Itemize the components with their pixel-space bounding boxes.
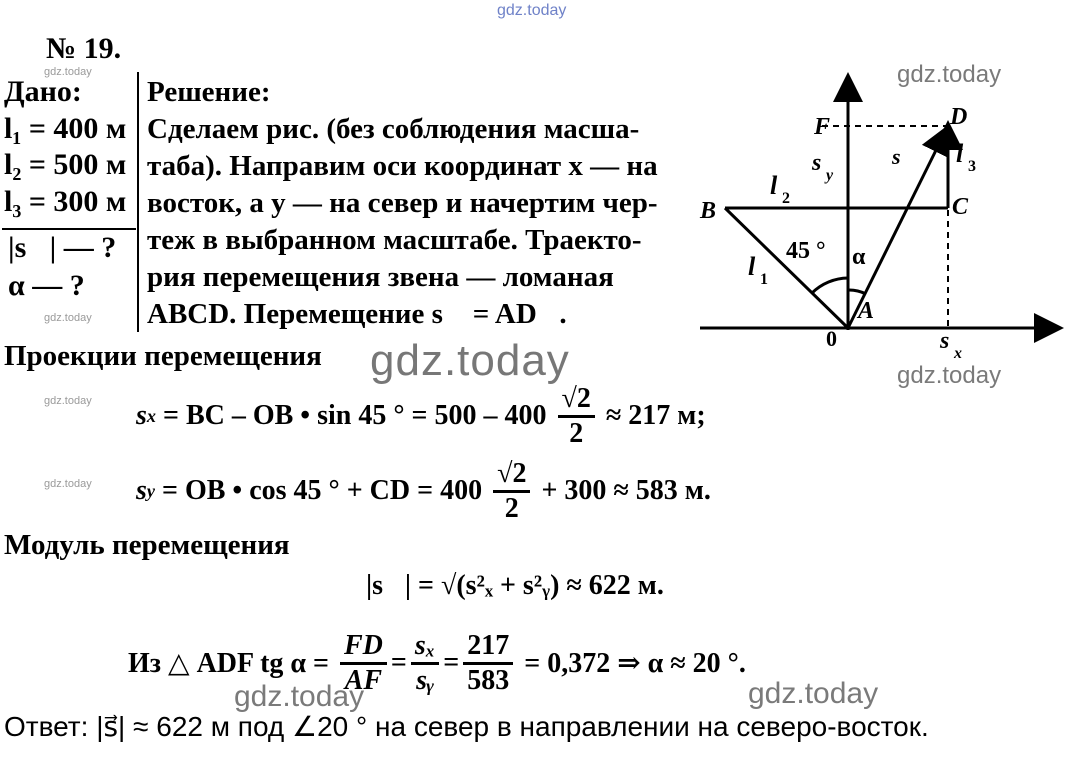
eq-sy-fraction — [493, 458, 530, 525]
label-origin: 0 — [826, 326, 837, 351]
label-l2: l — [770, 171, 778, 200]
angle-arc-alpha — [848, 290, 866, 294]
eq-sy-symbol: s — [136, 475, 147, 506]
eq-tg-frac1-den: AF — [344, 664, 383, 696]
solution-line: теж в выбранном масштабе. Траекто- — [147, 224, 642, 256]
watermark-small: gdz.today — [44, 312, 92, 324]
find-item: α — ? — [8, 269, 85, 302]
watermark-center: gdz.today — [370, 336, 570, 385]
watermark-small: gdz.today — [44, 66, 92, 78]
given-item: l₃ = 300 м — [4, 185, 127, 218]
eq-tg-frac2 — [411, 630, 439, 697]
problem-number: № 19. — [46, 32, 122, 65]
label-A: A — [858, 298, 875, 324]
angle-arc-45 — [812, 278, 848, 293]
label-s-vector: s⃗ — [892, 144, 918, 169]
eq-sx-result: ≈ 217 м; — [598, 400, 706, 431]
given-label: Дано: — [4, 75, 82, 108]
solution-line: таба). Направим оси координат x — на — [147, 150, 658, 182]
eq-sy-sub: y — [146, 480, 155, 501]
label-alpha: α — [852, 244, 866, 270]
equation-sy — [136, 457, 711, 524]
solution-line: ABCD. Перемещение s⃗ = AD⃗. — [147, 298, 567, 330]
equation-tg: Из △ ADF tg α = $\frac{FD}{AF}$ = $\frac{\text{sₓ}}{\text{sᵧ}}$ = $\frac{217}{583}$ = 0,372 ⇒ α ≈ 20 °. — [128, 629, 746, 696]
eq-sx-fraction — [558, 383, 595, 450]
eq-tg-frac3 — [463, 630, 513, 697]
given-divider — [137, 72, 139, 332]
watermark-small: gdz.today — [44, 478, 92, 490]
equation-modulus: |s⃗| = √(s²ₓ + s²ᵧ) ≈ 622 м. — [366, 570, 664, 601]
eq-sy-body: = OB • cos 45 ° + CD = 400 — [154, 475, 490, 506]
section-modulus: Модуль перемещения — [4, 529, 290, 561]
eq-tg-frac2-num: sₓ — [411, 630, 439, 665]
segment-l1 — [725, 208, 848, 328]
answer-text: Ответ: |s⃗| ≈ 622 м под ∠20 ° на север в направлении на северо-восток. — [4, 711, 929, 742]
label-sy-sub: y — [826, 167, 834, 184]
label-B: B — [700, 198, 717, 224]
eq-tg-frac3-num: 217 — [463, 630, 513, 665]
eq-sy-frac-den: 2 — [504, 492, 519, 524]
eq-tg-frac1-num: FD — [340, 630, 387, 665]
eq-tg-result: = 0,372 ⇒ α ≈ 20 °. — [517, 648, 746, 679]
watermark-top: gdz.today — [497, 2, 567, 19]
label-l2-sub: 2 — [782, 190, 790, 207]
given-item: l₂ = 500 м — [4, 148, 127, 181]
eq-sx-sub: x — [146, 405, 156, 426]
eq-sx-frac-den: 2 — [569, 417, 584, 449]
section-projections: Проекции перемещения — [4, 340, 322, 372]
vector-diagram — [690, 60, 1075, 380]
watermark-bottom-left: gdz.today — [234, 680, 365, 713]
given-item: l₁ = 400 м — [4, 112, 127, 145]
label-C: C — [952, 194, 969, 220]
watermark-right-mid: gdz.today — [897, 362, 1002, 389]
eq-tg-prefix: Из △ ADF tg α = — [128, 648, 336, 679]
solution-label: Решение: — [147, 76, 271, 108]
eq-tg-frac2-den: sᵧ — [416, 664, 435, 696]
eq-tg-frac1 — [340, 630, 387, 697]
eq-tg-frac3-den: 583 — [467, 664, 510, 696]
eq-sx-frac-num: √2 — [558, 383, 595, 418]
label-sx: s — [940, 328, 950, 354]
label-D: D — [950, 104, 968, 130]
eq-sx-symbol: s — [136, 400, 147, 431]
eq-sy-result: + 300 ≈ 583 м. — [534, 475, 711, 506]
watermark-right-top: gdz.today — [897, 61, 1002, 88]
label-l3-sub: 3 — [968, 158, 976, 175]
eq-sx-body: = BC – OB • sin 45 ° = 500 – 400 — [156, 400, 554, 431]
solution-line: восток, а y — на север и начертим чер- — [147, 187, 658, 219]
label-l1: l — [748, 252, 756, 281]
label-sy: s — [812, 150, 822, 176]
label-sx-sub: x — [954, 345, 962, 362]
label-F: F — [814, 114, 831, 140]
watermark-small: gdz.today — [44, 395, 92, 407]
solution-line: рия перемещения звена — ломаная — [147, 261, 614, 293]
label-l1-sub: 1 — [760, 271, 768, 288]
watermark-bottom-right: gdz.today — [748, 677, 879, 710]
equation-sx — [136, 382, 706, 449]
label-l3: l — [956, 139, 964, 168]
label-angle-45: 45 ° — [786, 238, 826, 264]
eq-sy-frac-num: √2 — [493, 458, 530, 493]
solution-line: Сделаем рис. (без соблюдения масша- — [147, 113, 640, 145]
find-item: |s⃗| — ? — [8, 231, 117, 264]
